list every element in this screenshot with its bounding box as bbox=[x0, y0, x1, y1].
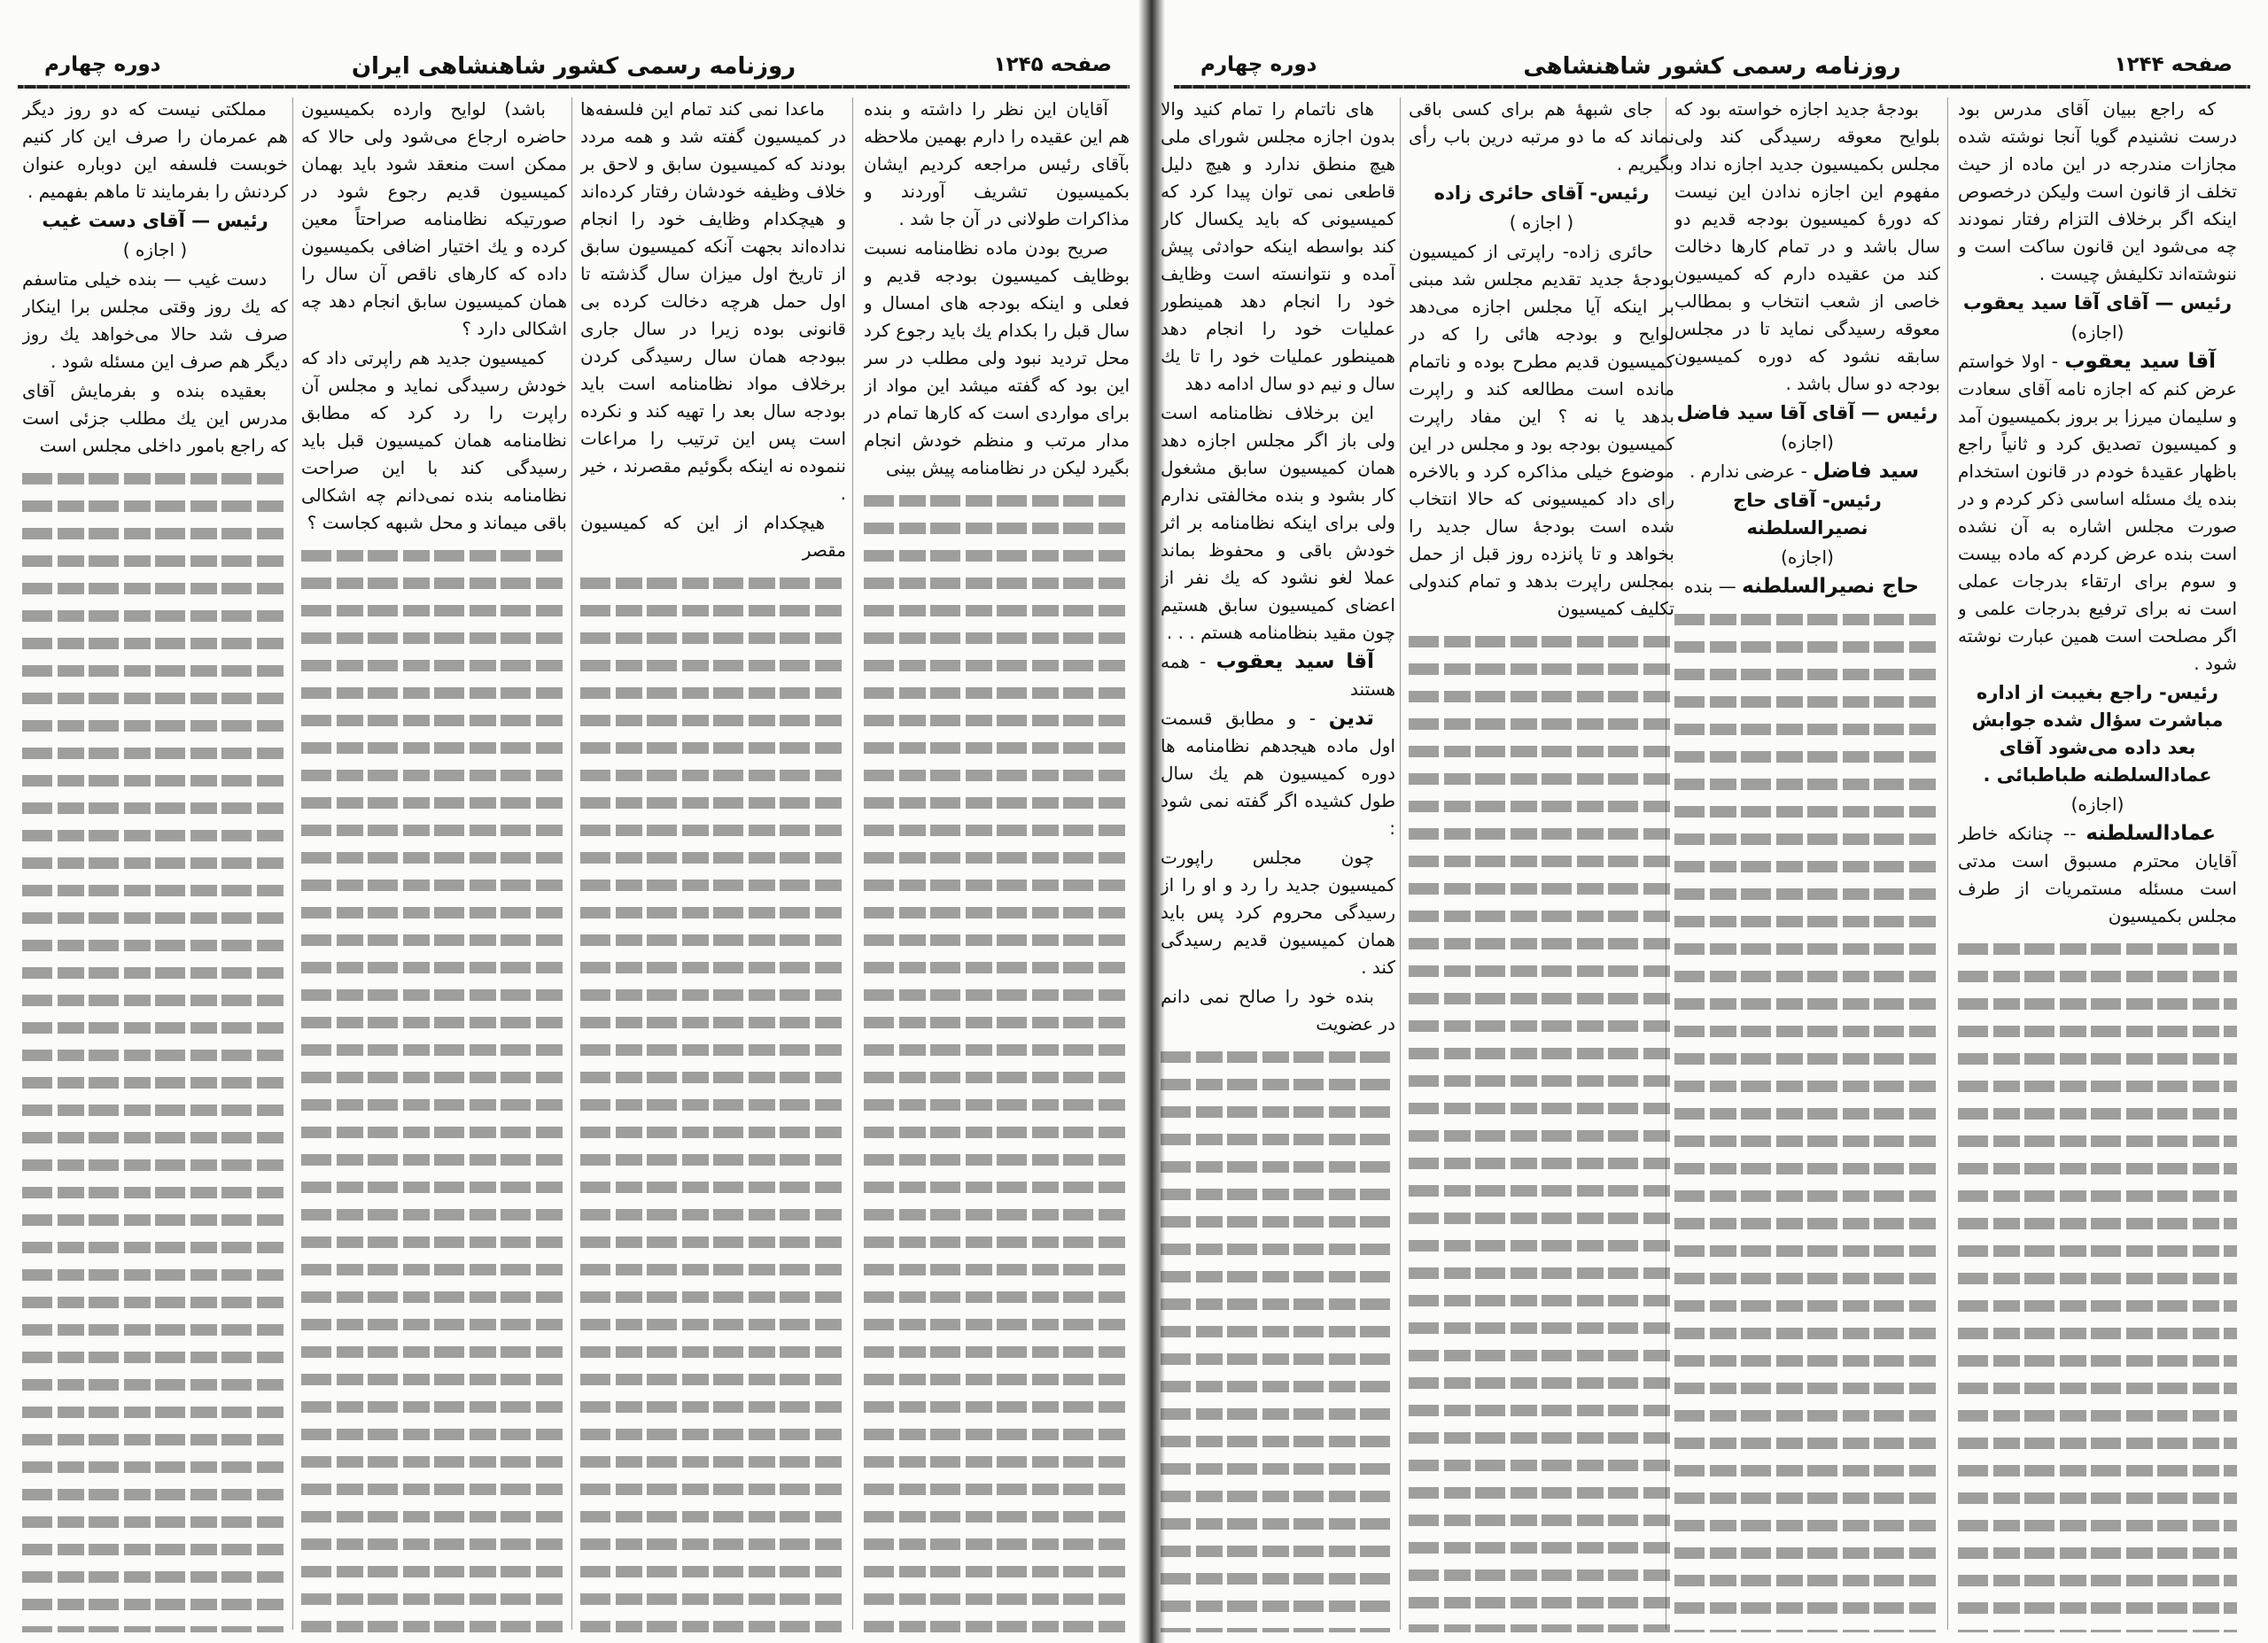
column-divider bbox=[1947, 97, 1948, 1630]
page-header bbox=[1156, 53, 2268, 85]
speaker-line: رئیس — آقای دست غیب bbox=[42, 210, 268, 231]
speaker-name: سید فاضل bbox=[1813, 460, 1919, 483]
continued-text-lines bbox=[1161, 1043, 1395, 1632]
paragraph: ماعدا نمی کند تمام این فلسفه‌ها در کمیسیون گفته شد و همه مردد بودند که کمیسیون سابق و لاحق بر خلاف وظیفه خودشان رفتار کرده‌اند و هیچکدام وظایف خود را انجام نداده‌اند بجهت آنکه کمیسیون سابق از تاریخ اول میزان سال گذشته تا اول حمل هرچه دخالت کرده بی قانونی بوده زیرا در سال جاری ببودجه همان سال رسیدگی کردن برخلاف مواد نظامنامه است باید بودجه سال بعد را تهیه کند و نکرده است پس این ترتیب را مراعات ننموده نه اینکه بگوئیم مقصرند ، خیر . bbox=[580, 98, 846, 504]
text-column bbox=[1409, 96, 1674, 1632]
text-column bbox=[1958, 96, 2237, 1632]
speaker-line: رئیس- آقای حائری زاده bbox=[1433, 182, 1650, 204]
speaker-name: حاج نصیرالسلطنه bbox=[1742, 575, 1919, 598]
paragraph: آقایان این نظر را داشته و بنده هم این عقیده را دارم بهمین ملاحظه بآقای رئیس مراجعه کردیم ایشان بکمیسیون تشریف آوردند و مذاکرات طولانی در آن جا شد . bbox=[864, 98, 1130, 229]
header-rule bbox=[18, 85, 1130, 89]
speech-text: - عرضی ندارم . bbox=[1689, 461, 1814, 482]
speech-paragraph bbox=[1958, 348, 2237, 678]
text-column bbox=[22, 96, 288, 1632]
volume-label: دوره چهارم bbox=[1200, 53, 1317, 76]
column-divider bbox=[292, 97, 293, 1630]
speaker-name: تدین bbox=[1328, 707, 1374, 730]
speaker-line: رئیس- آقای حاج نصیرالسلطنه bbox=[1733, 490, 1882, 539]
paragraph: کمیسیون جدید هم راپرتی داد که خودش رسیدگی نماید و مجلس آن راپرت را رد کرد که مطابق نظامنامه همان کمیسیون قبل باید رسیدگی کند با این صراحت نظامنامه بنده نمی‌دانم چه اشکالی باقی میماند و محل شبهه کجاست ؟ bbox=[301, 347, 567, 533]
continued-text-lines bbox=[1958, 935, 2237, 1632]
speech-paragraph bbox=[1674, 573, 1940, 601]
paragraph: بودجهٔ جدید اجازه خواسته بود که بلوایح معوقه رسیدگی کند ولی مجلس بکمیسیون جدید اجازه نداد و مفهوم این اجازه ندادن این نیست که دورهٔ کمیسیون بودجه قدیم دو سال باشد و در تمام کارها دخالت کند من عقیده دارم که کمیسیون خاصی از شعب انتخاب و بمطالب معوقه رسیدگی نماید تا در مجلس سابقه نشود که دوره کمیسیون بودجه دو سال باشد . bbox=[1674, 98, 1940, 394]
text-column bbox=[580, 96, 846, 1632]
paragraph: بنده خود را صالح نمی دانم در عضویت bbox=[1161, 986, 1395, 1035]
continued-text-lines bbox=[1409, 628, 1674, 1632]
paragraph: صریح بودن ماده نظامنامه نسبت بوظایف کمیسیون بودجه قدیم و فعلی و اینکه بودجه های امسال و سال قبل را بکدام یك باید رجوع کرد محل تردید نبود ولی مطلب در سر این بود که گفته میشد این مواد از برای مواردی است که کارها تمام در مدار مرتب و منظم خودش انجام بگیرد لیکن در نظامنامه پیش بینی bbox=[864, 237, 1130, 478]
volume-label: دوره چهارم bbox=[44, 53, 161, 76]
header-rule bbox=[1174, 85, 2250, 89]
speaker-name: عمادالسلطنه bbox=[2085, 822, 2216, 845]
continued-text-lines bbox=[864, 487, 1130, 1632]
permission-note: ( اجازه ) bbox=[122, 239, 188, 260]
text-column bbox=[1161, 96, 1395, 1632]
speech-text: -- چنانکه خاطر آقایان محترم مسبوق است مدتی است مسئله مستمریات از طرف مجلس بکمیسیون bbox=[1958, 823, 2237, 926]
newspaper-title: روزنامه رسمی کشور شاهنشاهی bbox=[1523, 53, 1901, 80]
paragraph: بعقیده بنده و بفرمایش آقای مدرس این یك مطلب جزئی است که راجع بامور داخلی مجلس است bbox=[22, 380, 288, 456]
permission-note: (اجازه) bbox=[1781, 546, 1834, 568]
continued-text-lines bbox=[580, 570, 846, 1632]
page-number: صفحه ۱۲۴۵ bbox=[993, 53, 1112, 76]
paragraph: های ناتمام را تمام کنید والا بدون اجازه مجلس شورای ملی هیچ منطق ندارد و هیچ دلیل قاطعی نمی توان پیدا کرد که کمیسیونی که باید یکسال کار کند بواسطه اینکه حوادثی پیش آمده و نتوانسته است وظایف خود را انجام دهد همینطور عملیات خود را انجام دهد همینطور عملیات خود را تا یك سال و نیم دو سال ادامه دهد bbox=[1161, 98, 1395, 394]
paragraph: چون مجلس راپورت کمیسیون جدید را رد و او را از رسیدگی محروم کرد پس باید همان کمیسیون قدیم رسیدگی کند . bbox=[1161, 847, 1395, 978]
paragraph: حائری زاده- راپرتی از کمیسیون بودجهٔ جدید تقدیم مجلس شد مبنی بر اینکه آیا مجلس اجازه می‌دهد لوایح و بودجه هائی را که در کمیسیون قدیم مطرح بوده و ناتمام مانده است مطالعه کند و راپرت بدهد یا نه ؟ این مفاد راپرت کمیسیون بودجه بود و مجلس در این موضوع خیلی مذاکره کرد و بالاخره رای داد کمیسیونی که حالا انتخاب شده است بودجهٔ سال جدید را بخواهد و تا پانزده روز قبل از حمل بمجلس راپرت بدهد و تمام کندولی تکلیف کمیسیون bbox=[1409, 241, 1674, 619]
text-column bbox=[864, 96, 1130, 1632]
permission-note: (اجازه) bbox=[1781, 431, 1834, 453]
speaker-line: رئیس- راجع بغیبت از اداره مباشرت سؤال شده جوابش بعد داده می‌شود آقای عمادالسلطنه طباطبائی . bbox=[1971, 682, 2224, 786]
column-divider bbox=[571, 97, 572, 1630]
paragraph: مملکتی نیست که دو روز دیگر هم عمرمان را صرف این کار کنیم خوبست فلسفه این دوباره عنوان کردنش را بفرمایند تا ماهم بفهمیم . bbox=[22, 98, 288, 202]
speaker-line: رئیس — آقای آقا سید فاضل bbox=[1676, 402, 1938, 423]
speech-text: - همه هستند bbox=[1161, 651, 1395, 700]
paragraph: این برخلاف نظامنامه است ولی باز اگر مجلس اجازه دهد همان کمیسیون سابق مشغول کار بشود و بنده مخالفتی ندارم ولی برای اینکه نظامنامه بر اثر خودش باقی و محفوظ بماند عملا لغو نشود که یك نفر از اعضای کمیسیون سابق هستیم چون مقید بنظامنامه هستم . . . bbox=[1161, 402, 1395, 643]
page-header bbox=[0, 53, 1147, 85]
newspaper-title: روزنامه رسمی کشور شاهنشاهی ایران bbox=[351, 53, 796, 80]
speech-text: — بنده bbox=[1683, 576, 1743, 597]
column-divider bbox=[852, 97, 853, 1630]
paragraph: که راجع ببیان آقای مدرس بود درست نشنیدم گویا آنجا نوشته شده مجازات مندرجه در این ماده از حیث تخلف از قانون است ولیکن درخصوص اینکه اگر برخلاف التزام رفتار نمودند چه می‌شود این قانون ساکت است و ننوشته‌اند تکلیفش چیست . bbox=[1958, 98, 2237, 284]
speaker-name: آقا سید یعقوب bbox=[1216, 650, 1375, 673]
column-divider bbox=[1400, 97, 1401, 1630]
speech-text: - و مطابق قسمت اول ماده هیجدهم نظامنامه ها دوره کمیسیون هم یك سال طول کشیده اگر گفته نمی شود : bbox=[1161, 708, 1395, 839]
paragraph: هیچکدام از این که کمیسیون مقصر bbox=[580, 512, 846, 561]
speech-text: - اولا خواستم عرض کنم که اجازه نامه آقای سعادت و سلیمان میرزا بر بروز بکمیسیون آمد و کمیسیون تصدیق کرد و ثانیاً راجع باظهار عقیدهٔ خودم در قانون استخدام بنده یك مسئله اساسی ذکر کردم و در صورت مجلس اشاره به آن نشده است بنده عرض کردم که ماده بیست و سوم برای ارتقاء بدرجات عملی است نه برای ترفیع بدرجات علمی و اگر مصلحت است همین عبارت نوشته شود . bbox=[1958, 351, 2237, 674]
permission-note: (اجازه) bbox=[2070, 322, 2124, 343]
page-number: صفحه ۱۲۴۴ bbox=[2114, 53, 2233, 76]
continued-text-lines bbox=[1674, 606, 1940, 1632]
speech-paragraph bbox=[1161, 705, 1395, 842]
text-column bbox=[1674, 96, 1940, 1632]
continued-text-lines bbox=[22, 465, 288, 1632]
speech-paragraph bbox=[1161, 648, 1395, 703]
speech-paragraph bbox=[1674, 458, 1940, 485]
speaker-line: رئیس — آقای آقا سید یعقوب bbox=[1962, 292, 2233, 314]
paragraph: جای شبههٔ هم برای کسی باقی نماند که ما دو مرتبه درین باب رأی بگیریم . bbox=[1409, 98, 1674, 174]
continued-text-lines bbox=[301, 542, 567, 1632]
text-column bbox=[301, 96, 567, 1632]
permission-note: (اجازه) bbox=[2070, 794, 2124, 815]
right-page bbox=[1156, 0, 2268, 1643]
paragraph: دست غیب — بنده خیلی متاسفم که یك روز وقتی مجلس برا اینکار صرف شد حالا می‌خواهد یك روز دیگر هم صرف این مسئله شود . bbox=[22, 268, 288, 372]
speech-paragraph bbox=[1958, 820, 2237, 930]
permission-note: ( اجازه ) bbox=[1509, 212, 1574, 233]
speaker-name: آقا سید یعقوب bbox=[2064, 350, 2217, 373]
paragraph: باشد) لوایح وارده بکمیسیون حاضره ارجاع می‌شود ولی حالا که ممکن است منعقد شود باید بهمان کمیسیون قدیم رجوع شود در صورتیکه نظامنامه صراحتاً معین کرده و یك اختیار اضافی بکمیسیون داده که کارهای ناقص آن سال را همان کمیسیون سابق انجام دهد چه اشکالی دارد ؟ bbox=[301, 98, 567, 339]
